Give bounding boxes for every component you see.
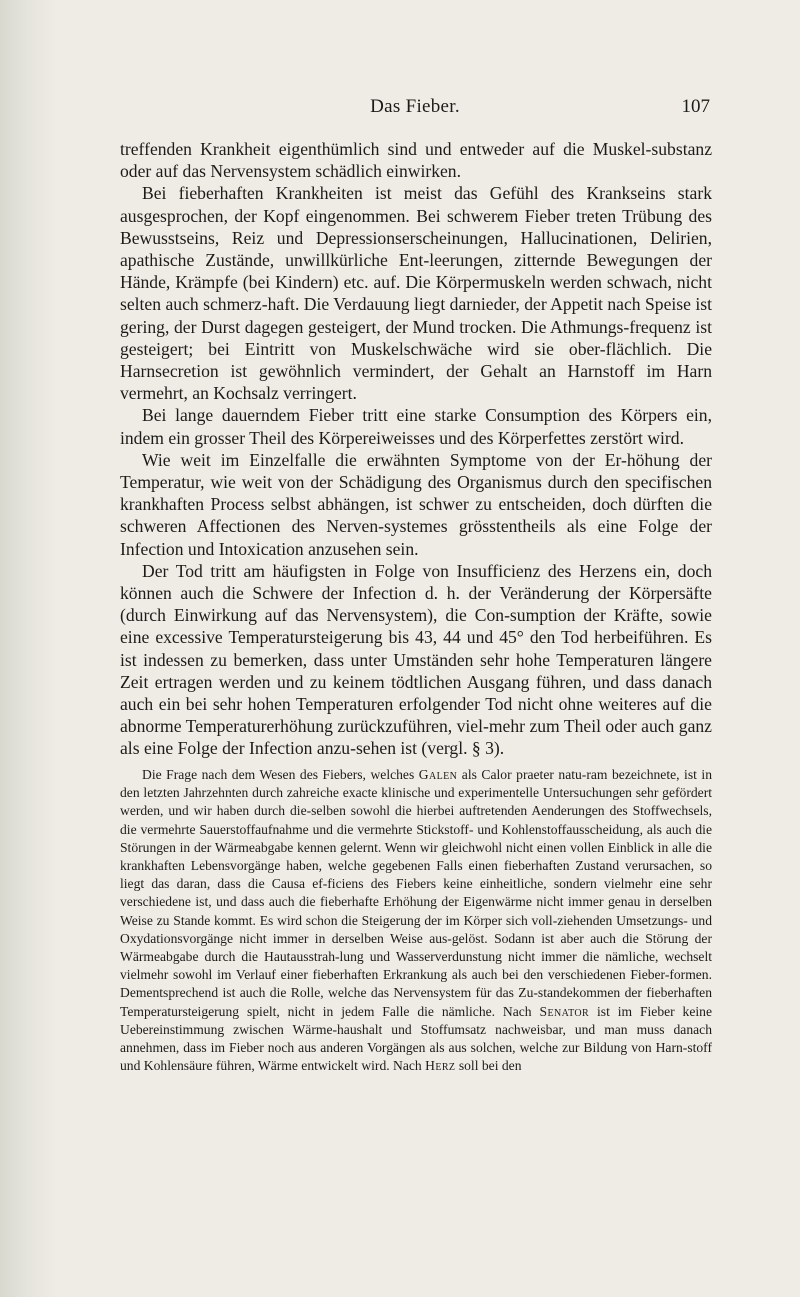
- author-name: Galen: [418, 767, 458, 782]
- paragraph: Der Tod tritt am häufigsten in Folge von Insufficienz des Herzens ein, doch können auch die Schwere der Infection d. h. der Veränderung der Körpersäfte (durch Einwirkung auf das Nervensystem), die Con-sumption der Kräfte, sowie eine excessive Temperatursteigerung bis 43, 44 und 45° den Tod herbeiführen. Es ist indessen zu bemerken, dass unter Umständen sehr hohe Temperaturen längere Zeit ertragen werden und zu keinem tödtlichen Ausgang führen, und dass danach auch ein bei sehr hohen Temperaturen erfolgender Tod nicht ohne weiteres auf die abnorme Temperaturerhöhung zurückzuführen, viel-mehr zum Theil oder auch ganz als eine Folge der Infection anzu-sehen ist (vergl. § 3).: [120, 560, 712, 759]
- note-text: ist im Fieber keine Uebereinstimmung zwischen Wärme-haushalt und Stoffumsatz nachweisbar, und man muss danach annehmen, dass im Fieber noch aus anderen Vorgängen als aus solchen, welche zur Bildung von Harn-stoff und Kohlensäure führen, Wärme entwickelt wird. Nach: [120, 1003, 712, 1074]
- note-text: als Calor praeter natu-ram bezeichnete, ist in den letzten Jahrzehnten durch zahreiche exacte klinische und experimentelle Untersuchungen sehr gefördert werden, und wir haben durch die-selben sowohl die hierbei auftretenden Aenderungen des Stoffwechsels, die vermehrte Sauerstoffaufnahme und die vermehrte Stickstoff- und Kohlenstoffausscheidung, als auch die Störungen in der Wärmeabgabe kennen gelernt. Wenn wir gleichwohl nicht einen vollen Einblick in alle die krankhaften Lebensvorgänge haben, welche gegebenen Falls einen fieberhaften Zustand verursachen, so liegt das daran, dass die Causa ef-ficiens des Fiebers keine einheitliche, sondern vielmehr eine sehr verschiedene ist, und dass auch die fieberhafte Erhöhung der Eigenwärme nicht immer genau in derselben Weise zu Stande kommt. Es wird schon die Steigerung der im Körper sich voll-ziehenden Umsetzungs- und Oxydationsvorgänge nicht immer in derselben Weise aus-gelöst. Sodann ist aber auch die Störung der Wärmeabgabe durch die Hautausstrah-lung und Wasserverdunstung nicht immer die nämliche, wechselt vielmehr sowohl im Verlauf einer fieberhaften Erkrankung als auch bei den verschiedenen Fieber-formen. Dementsprechend ist auch die Rolle, welche das Nervensystem für das Zu-standekommen der fieberhaften Temperatursteigerung spielt, nicht in jedem Falle die nämliche. Nach: [120, 767, 712, 1019]
- small-print-note: [120, 766, 712, 1075]
- page-spine-shadow: [0, 0, 58, 1297]
- page-number: 107: [681, 96, 710, 117]
- paragraph: Bei lange dauerndem Fieber tritt eine starke Consumption des Körpers ein, indem ein grosser Theil des Körpereiweisses und des Körperfettes zerstört wird.: [120, 405, 712, 448]
- author-name: Senator: [539, 1003, 590, 1019]
- paragraph: Bei fieberhaften Krankheiten ist meist das Gefühl des Krankseins stark ausgesprochen, der Kopf eingenommen. Bei schwerem Fieber treten Trübung des Bewusstseins, Reiz und Depressionserscheinungen, Hallucinationen, Delirien, apathische Zustände, unwillkürliche Ent-leerungen, zitternde Bewegungen der Hände, Krämpfe (bei Kindern) etc. auf. Die Körpermuskeln werden schwach, nicht selten auch schmerz-haft. Die Verdauung liegt darnieder, der Appetit nach Speise ist gering, der Durst dagegen gesteigert, der Mund trocken. Die Athmungs-frequenz ist gesteigert; bei Eintritt von Muskelschwäche wird sie ober-flächlich. Die Harnsecretion ist gewöhnlich vermindert, der Gehalt an Harnstoff im Harn vermehrt, an Kochsalz verringert.: [120, 183, 712, 404]
- main-text: [120, 138, 712, 760]
- paragraph: treffenden Krankheit eigenthümlich sind und entweder auf die Muskel-substanz oder auf das Nervensystem schädlich einwirken.: [120, 139, 712, 182]
- author-name: Herz: [425, 1058, 456, 1074]
- paragraph: Wie weit im Einzelfalle die erwähnten Symptome von der Er-höhung der Temperatur, wie weit von der Schädigung des Organismus durch den specifischen krankhaften Process selbst abhängen, ist schwer zu entscheiden, doch dürften die schweren Affectionen des Nerven-systemes grösstentheils als eine Folge der Infection und Intoxication anzusehen sein.: [120, 449, 712, 559]
- note-text: soll bei den: [455, 1058, 522, 1074]
- running-title: Das Fieber.: [370, 96, 460, 117]
- note-text: Die Frage nach dem Wesen des Fiebers, welches: [142, 767, 419, 782]
- running-header: [120, 96, 710, 122]
